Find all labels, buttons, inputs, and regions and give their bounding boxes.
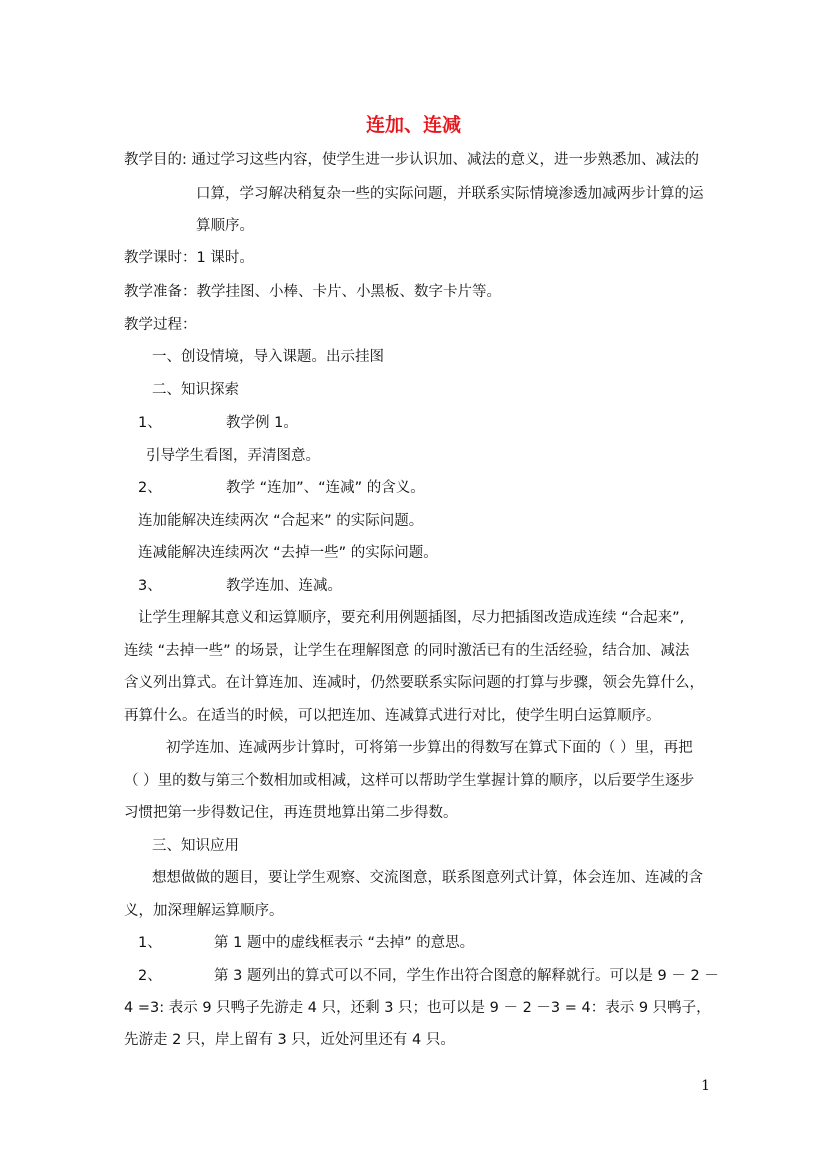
app-item-text-2: 第 3 题列出的算式可以不同，学生作出符合图意的解释就行。可以是 9 － 2 － [214,968,719,984]
paragraph-3-line-2: 义，加深理解运算顺序。 [124,903,284,919]
paragraph-1-line-4: 再算什么。在适当的时候，可以把连加、连减算式进行对比，使学生明白运算顺序。 [124,708,661,724]
item-number-2: 2、 [138,480,162,496]
document-title: 连加、连减 [365,114,461,136]
item-number-1: 1、 [138,415,162,431]
item-text-1: 教学例 1。 [226,415,298,431]
line-section-3: 三、知识应用 [152,838,239,854]
paragraph-2-line-3: 习惯把第一步得数记住，再连贯地算出第二步得数。 [124,805,458,821]
line-objective-1: 教学目的: 通过学习这些内容，使学生进一步认识加、减法的意义，进一步熟悉加、减法的 [124,152,699,168]
app-item-text-1: 第 1 题中的虚线框表示 “去掉” 的意思。 [214,935,475,951]
app-item-number-1: 1、 [138,935,162,951]
page-number: 1 [701,1078,710,1094]
line-guide: 引导学生看图，弄清图意。 [146,448,320,464]
app-item-2-line-2: 4 =3: 表示 9 只鸭子先游走 4 只，还剩 3 只；也可以是 9 － 2 －3 = 4：表示 9 只鸭子， [124,1000,711,1016]
line-objective-3: 算顺序。 [196,218,254,234]
app-item-number-2: 2、 [138,968,162,984]
item-text-2: 教学 “连加”、“连减” 的含义。 [226,480,425,496]
app-item-2-line-3: 先游走 2 只，岸上留有 3 只，近处河里还有 4 只。 [124,1032,455,1048]
line-section-1: 一、创设情境，导入课题。出示挂图 [152,349,384,365]
paragraph-1-line-3: 含义列出算式。在计算连加、连减时，仍然要联系实际问题的打算与步骤，领会先算什么， [124,675,704,691]
paragraph-1-line-1: 让学生理解其意义和运算顺序，要充利用例题插图，尽力把插图改造成连续 “合起来”, [138,610,685,626]
item-number-3: 3、 [138,578,162,594]
line-subtraction: 连减能解决连续两次 “去掉一些” 的实际问题。 [138,545,438,561]
paragraph-3-line-1: 想想做做的题目，要让学生观察、交流图意，联系图意列式计算，体会连加、连减的含 [152,870,703,886]
line-objective-2: 口算，学习解决稍复杂一些的实际问题，并联系实际情境渗透加减两步计算的运 [196,186,704,202]
line-preparation: 教学准备：教学挂图、小棒、卡片、小黑板、数字卡片等。 [124,284,501,300]
line-process-heading: 教学过程： [124,317,197,333]
paragraph-2-line-2: （ ）里的数与第三个数相加或相减，这样可以帮助学生掌握计算的顺序，以后要学生逐步 [124,773,695,789]
item-text-3: 教学连加、连减。 [226,578,342,594]
paragraph-2-line-1: 初学连加、连减两步计算时，可将第一步算出的得数写在算式下面的（ ）里，再把 [166,740,693,756]
line-addition: 连加能解决连续两次 “合起来” 的实际问题。 [138,513,424,529]
paragraph-1-line-2: 连续 “去掉一些” 的场景，让学生在理解图意 的同时激活已有的生活经验，结合加、减法 [124,643,690,659]
line-section-2: 二、知识探索 [152,382,239,398]
line-lesson-hours: 教学课时：1 课时。 [124,250,254,266]
